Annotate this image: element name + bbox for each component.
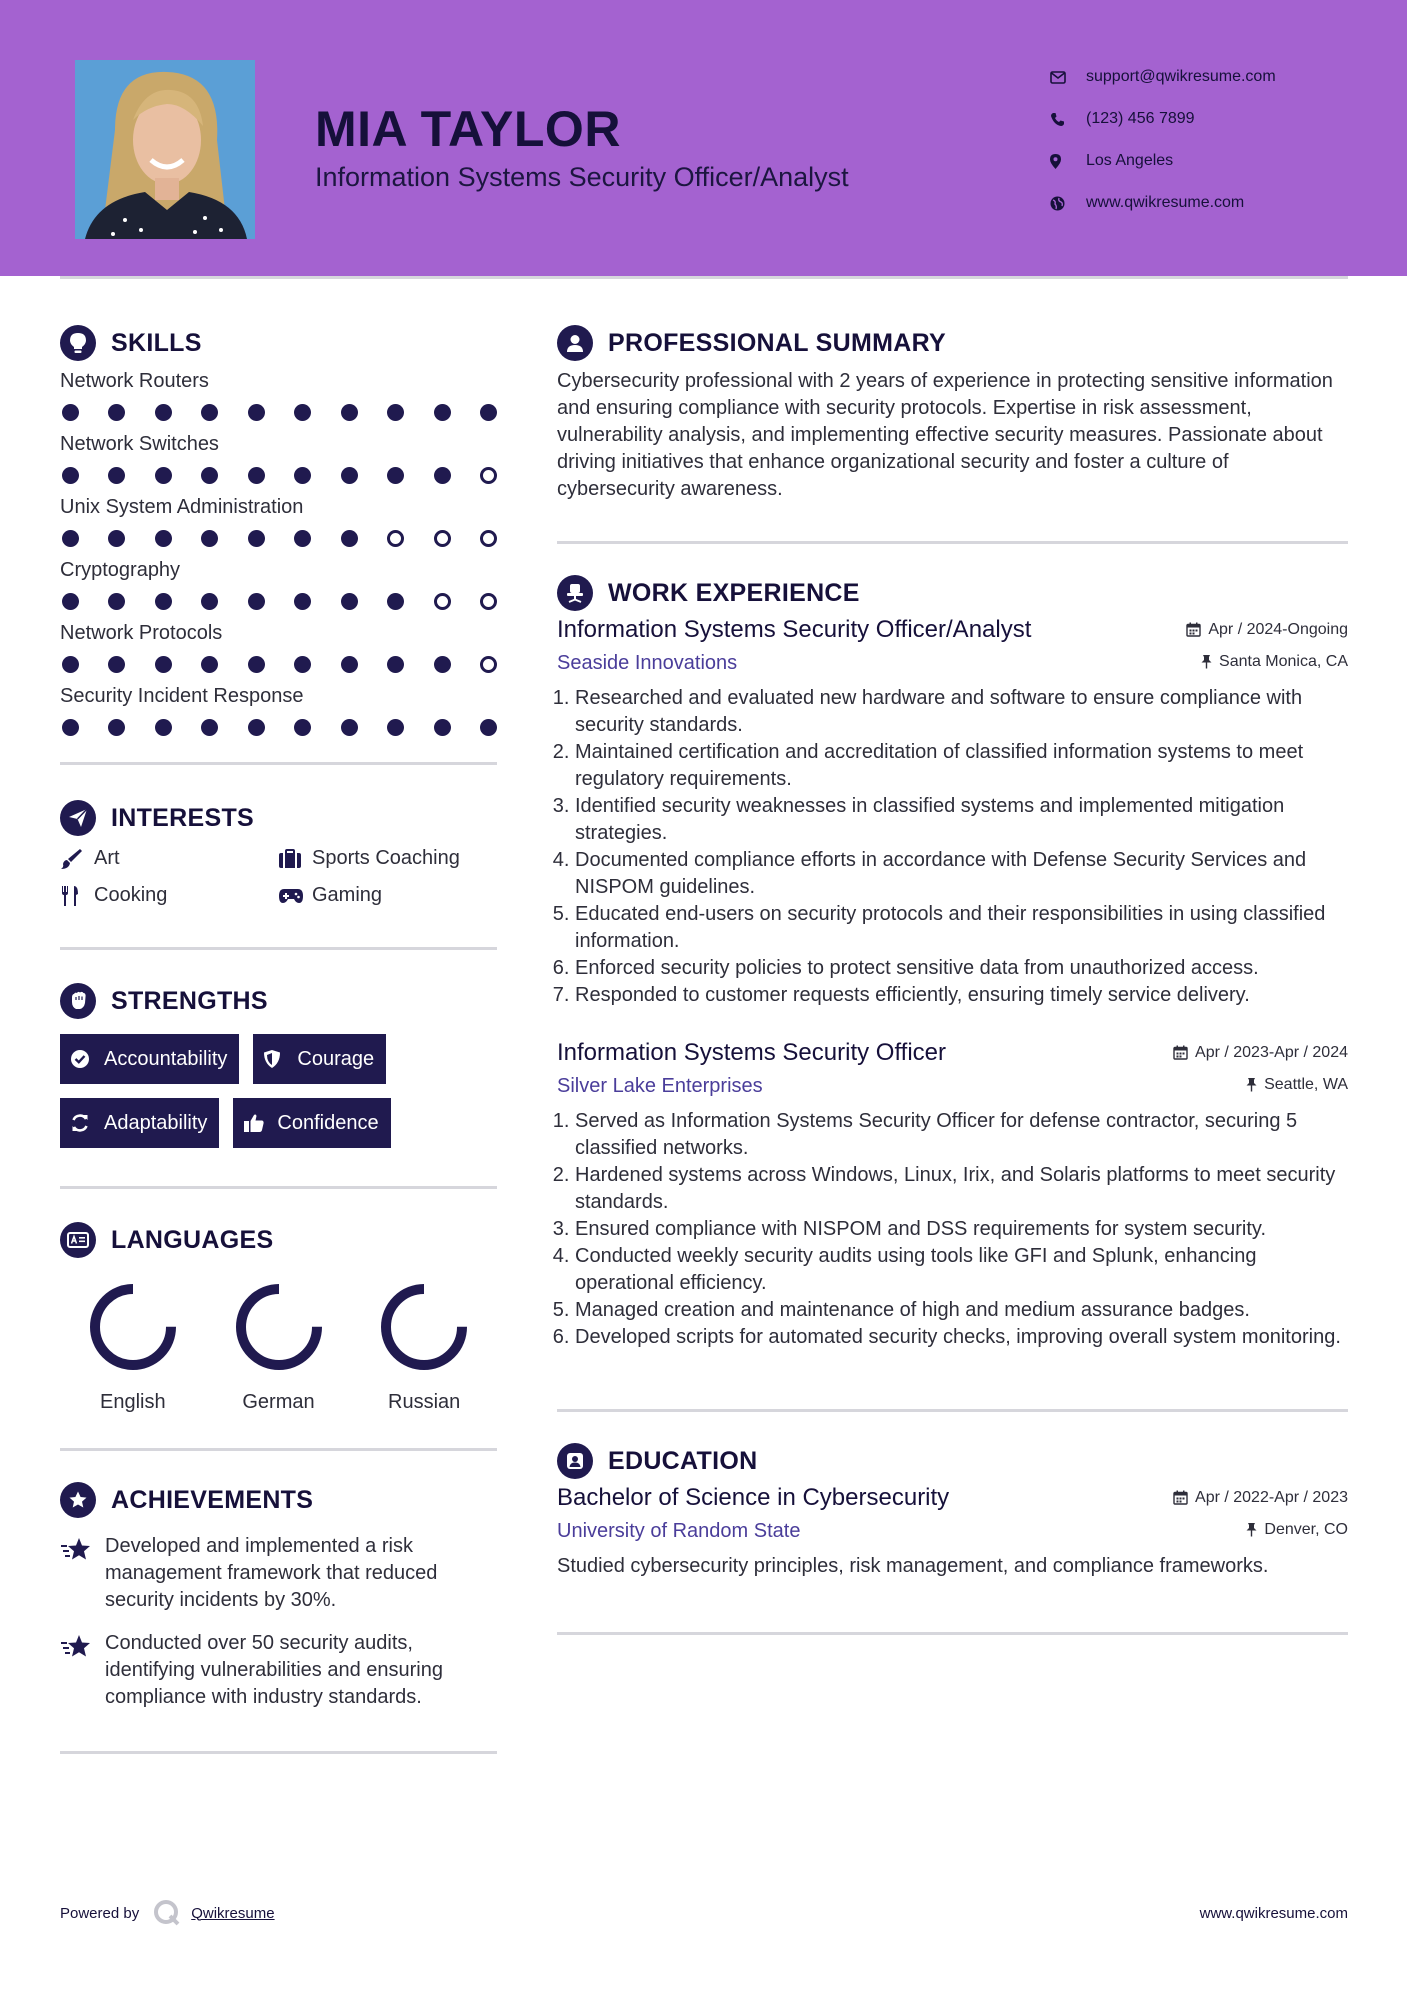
gamepad-icon: [278, 888, 312, 904]
language-level-ring: [378, 1281, 470, 1373]
skill-dot-filled: [62, 593, 79, 610]
duty-item: 5. Managed creation and maintenance of high and medium assurance badges.: [575, 1297, 1348, 1324]
skill-dot-filled: [155, 593, 172, 610]
user-icon: [557, 325, 593, 361]
language-item: [206, 1281, 352, 1414]
contact-website-text: www.qwikresume.com: [1086, 194, 1245, 211]
job-entry: [557, 616, 1348, 1009]
language-level-ring: [87, 1281, 179, 1373]
star-icon: [60, 1533, 105, 1614]
strength-tag: [233, 1098, 390, 1148]
duty-item: 4. Documented compliance efforts in accordance with Defense Security Services and NISPOM guidelines.: [575, 847, 1348, 901]
summary-section: [557, 322, 1348, 503]
interest-item: [278, 884, 496, 907]
education-title: EDUCATION: [608, 1446, 758, 1475]
school-name: University of Random State: [557, 1520, 801, 1542]
skill-dot-filled: [341, 530, 358, 547]
skill-dot-filled: [108, 404, 125, 421]
job-company-row: [557, 652, 1348, 675]
strength-tag: [60, 1034, 239, 1084]
graduate-icon: [557, 1443, 593, 1479]
skill-dot-empty: [480, 530, 497, 547]
interest-label: Gaming: [312, 884, 383, 906]
skill-dot-filled: [387, 719, 404, 736]
achievements-title: ACHIEVEMENTS: [111, 1485, 314, 1514]
skill-dot-filled: [62, 467, 79, 484]
strengths-header: [60, 980, 497, 1022]
skill-dot-empty: [387, 530, 404, 547]
powered-by: [60, 1899, 275, 1927]
job-dates-text: Apr / 2023-Apr / 2024: [1195, 1043, 1348, 1061]
skill-dot-filled: [434, 719, 451, 736]
skill-dot-filled: [434, 656, 451, 673]
experience-title: WORK EXPERIENCE: [608, 578, 860, 607]
contact-phone-text: (123) 456 7899: [1086, 110, 1195, 127]
skill-rating: [60, 656, 497, 673]
skill-dot-empty: [480, 467, 497, 484]
interest-label: Sports Coaching: [312, 847, 460, 869]
skill-dot-filled: [108, 467, 125, 484]
skill-dot-filled: [248, 404, 265, 421]
job-location-text: Santa Monica, CA: [1219, 652, 1348, 670]
languages-list: [60, 1281, 497, 1414]
education-school-row: [557, 1520, 1348, 1543]
duty-item: 3. Identified security weaknesses in classified systems and implemented mitigation strategies.: [575, 793, 1348, 847]
language-label: English: [100, 1391, 166, 1413]
skill-dot-filled: [480, 719, 497, 736]
skill-name: Unix System Administration: [60, 496, 304, 518]
job-entry: [557, 1039, 1348, 1351]
language-item: [351, 1281, 497, 1414]
interest-label: Cooking: [94, 884, 168, 906]
language-level-ring: [233, 1281, 325, 1373]
skill-dot-filled: [248, 656, 265, 673]
skill-dot-filled: [155, 656, 172, 673]
skill-dot-filled: [294, 404, 311, 421]
pushpin-icon: [1246, 1077, 1257, 1092]
skill-dot-empty: [480, 593, 497, 610]
strength-tag: [60, 1098, 219, 1148]
skill-dot-filled: [294, 467, 311, 484]
education-location-text: Denver, CO: [1264, 1520, 1348, 1538]
language-card-icon: [60, 1222, 96, 1258]
achievement-item: [60, 1533, 497, 1614]
interests-header: [60, 797, 497, 839]
strength-label: Accountability: [104, 1047, 228, 1070]
duty-item: 5. Educated end-users on security protocols and their responsibilities in using classified information.: [575, 901, 1348, 955]
duty-list: [557, 1108, 1348, 1351]
achievements-section: [60, 1479, 497, 1711]
contact-phone[interactable]: [1050, 98, 1380, 140]
contact-list: [1050, 56, 1380, 224]
skill-rating: [60, 404, 497, 421]
utensils-icon: [60, 885, 94, 907]
languages-title: LANGUAGES: [111, 1225, 274, 1254]
skill-name: Network Protocols: [60, 622, 223, 644]
skill-dot-filled: [341, 719, 358, 736]
skill-dot-filled: [480, 404, 497, 421]
skill-dot-filled: [62, 530, 79, 547]
skill-dot-filled: [155, 719, 172, 736]
footer-url[interactable]: www.qwikresume.com: [1199, 1904, 1348, 1922]
thumbs-up-icon: [243, 1113, 277, 1133]
skill-dot-filled: [201, 467, 218, 484]
skill-dot-empty: [434, 593, 451, 610]
section-divider: [60, 762, 497, 765]
duty-item: 1. Served as Information Systems Security Officer for defense contractor, securing 5 classified networks.: [575, 1108, 1348, 1162]
experience-section: [557, 572, 1348, 1351]
job-title: Information Systems Security Officer/Analyst: [557, 616, 1032, 643]
skill-rating: [60, 593, 497, 610]
strengths-title: STRENGTHS: [111, 986, 268, 1015]
skill-name: Network Switches: [60, 433, 219, 455]
interests-title: INTERESTS: [111, 803, 254, 832]
skill-dot-filled: [108, 530, 125, 547]
degree-name: Bachelor of Science in Cybersecurity: [557, 1484, 950, 1511]
contact-email[interactable]: [1050, 56, 1380, 98]
shield-icon: [263, 1049, 297, 1069]
job-dates: [1186, 621, 1348, 639]
resume-header: [0, 0, 1407, 276]
calendar-icon: [1173, 1490, 1188, 1505]
section-divider: [60, 1448, 497, 1451]
skill-dot-filled: [248, 719, 265, 736]
skill-name: Network Routers: [60, 370, 209, 392]
section-divider: [557, 1409, 1348, 1412]
duty-item: 2. Maintained certification and accreditation of classified information systems to meet regulatory requirements.: [575, 739, 1348, 793]
skill-rating: [60, 467, 497, 484]
skill-dot-filled: [155, 467, 172, 484]
phone-icon: [1050, 112, 1086, 127]
education-description: Studied cybersecurity principles, risk management, and compliance frameworks.: [557, 1555, 1269, 1577]
skill-dot-filled: [387, 593, 404, 610]
skill-dot-filled: [248, 530, 265, 547]
interests-section: [60, 797, 497, 907]
interests-list: [60, 847, 497, 907]
candidate-name: MIA TAYLOR: [315, 101, 621, 157]
powered-by-label: Powered by: [60, 1904, 140, 1922]
footer: [60, 1893, 1348, 1933]
duty-item: 6. Enforced security policies to protect sensitive data from unauthorized access.: [575, 955, 1348, 982]
qwikresume-link[interactable]: Qwikresume: [191, 1904, 275, 1922]
section-divider: [557, 541, 1348, 544]
duty-item: 3. Ensured compliance with NISPOM and DSS requirements for system security.: [575, 1216, 1348, 1243]
skill-dot-filled: [248, 593, 265, 610]
raised-fist-icon: [60, 983, 96, 1019]
location-pin-icon: [1050, 154, 1086, 169]
job-title: Information Systems Security Officer: [557, 1039, 947, 1066]
calendar-icon: [1186, 622, 1201, 637]
section-divider: [60, 947, 497, 950]
education-location: [1246, 1521, 1348, 1539]
section-divider: [60, 1751, 497, 1754]
skill-rating: [60, 719, 497, 736]
skill-dot-filled: [155, 404, 172, 421]
profile-photo: [75, 60, 255, 239]
interest-label: Art: [94, 847, 120, 869]
skill-dot-filled: [341, 656, 358, 673]
skill-dot-filled: [201, 593, 218, 610]
strength-tag: [253, 1034, 386, 1084]
language-label: German: [242, 1391, 315, 1413]
language-level-arc: [95, 1289, 171, 1365]
strength-label: Adaptability: [104, 1111, 208, 1134]
achievement-text: Developed and implemented a risk management framework that reduced security incidents by 30%.: [105, 1535, 438, 1611]
contact-email-text: support@qwikresume.com: [1086, 68, 1276, 85]
skill-dot-filled: [294, 719, 311, 736]
job-dates-text: Apr / 2024-Ongoing: [1208, 620, 1348, 638]
skill-dot-filled: [62, 656, 79, 673]
skill-dot-filled: [201, 656, 218, 673]
qwikresume-logo-icon: [153, 1899, 181, 1927]
job-location: [1246, 1076, 1348, 1094]
star-icon: [60, 1630, 105, 1711]
skill-dot-filled: [341, 593, 358, 610]
check-circle-icon: [70, 1049, 104, 1069]
language-level-arc: [386, 1289, 462, 1365]
skill-dot-filled: [341, 467, 358, 484]
right-column: [557, 322, 1348, 1635]
skill-dot-filled: [62, 404, 79, 421]
skill-dot-empty: [480, 656, 497, 673]
skill-dot-filled: [387, 656, 404, 673]
contact-location-text: Los Angeles: [1086, 152, 1174, 169]
achievements-header: [60, 1479, 497, 1521]
skill-dot-filled: [294, 656, 311, 673]
duty-item: 7. Responded to customer requests efficiently, ensuring timely service delivery.: [575, 982, 1348, 1009]
job-location-text: Seattle, WA: [1264, 1075, 1348, 1093]
achievement-item: [60, 1630, 497, 1711]
summary-text: Cybersecurity professional with 2 years of experience in protecting sensitive information and ensuring compliance with security protocols. Expertise in risk assessment, vulnerability analysis, and implementing effective security measures. Passionate about driving initiatives that enhance organizational security and foster a culture of cybersecurity awareness.: [557, 370, 1333, 500]
education-section: [557, 1440, 1348, 1580]
languages-section: [60, 1219, 497, 1414]
achievement-text: Conducted over 50 security audits, identifying vulnerabilities and ensuring compliance with industry standards.: [105, 1632, 443, 1708]
skill-dot-filled: [108, 593, 125, 610]
skill-dot-filled: [108, 656, 125, 673]
language-label: Russian: [388, 1391, 461, 1413]
star-badge-icon: [60, 1482, 96, 1518]
languages-header: [60, 1219, 497, 1261]
skill-dot-filled: [62, 719, 79, 736]
paper-plane-icon: [60, 800, 96, 836]
candidate-title: Information Systems Security Officer/Analyst: [315, 162, 849, 192]
duty-item: 4. Conducted weekly security audits using tools like GFI and Splunk, enhancing operational efficiency.: [575, 1243, 1348, 1297]
strengths-section: [60, 980, 497, 1148]
pushpin-icon: [1246, 1522, 1257, 1537]
header-divider: [60, 276, 1348, 279]
lightbulb-icon: [60, 325, 96, 361]
summary-header: [557, 322, 1348, 364]
language-item: [60, 1281, 206, 1414]
skills-list: [60, 370, 497, 736]
envelope-icon: [1050, 71, 1086, 84]
duty-item: 6. Developed scripts for automated security checks, improving overall system monitoring.: [575, 1324, 1348, 1351]
skill-dot-empty: [434, 530, 451, 547]
language-level-arc: [241, 1289, 317, 1365]
skill-dot-filled: [387, 467, 404, 484]
skills-header: [60, 322, 497, 364]
summary-title: PROFESSIONAL SUMMARY: [608, 328, 946, 357]
job-company-row: [557, 1075, 1348, 1098]
skill-dot-filled: [387, 404, 404, 421]
skill-dot-filled: [155, 530, 172, 547]
left-column: [60, 322, 497, 1754]
strength-label: Confidence: [277, 1111, 379, 1134]
job-dates: [1173, 1044, 1348, 1062]
job-title-row: [557, 616, 1348, 644]
education-degree-row: [557, 1484, 1348, 1512]
interest-item: [60, 847, 278, 870]
strength-label: Courage: [297, 1047, 375, 1070]
education-header: [557, 1440, 1348, 1482]
skill-name: Cryptography: [60, 559, 181, 581]
skill-dot-filled: [294, 593, 311, 610]
pushpin-icon: [1201, 654, 1212, 669]
duty-item: 2. Hardened systems across Windows, Linux, Irix, and Solaris platforms to meet security standards.: [575, 1162, 1348, 1216]
job-title-row: [557, 1039, 1348, 1067]
skills-title: SKILLS: [111, 328, 202, 357]
section-divider: [557, 1632, 1348, 1635]
skills-section: [60, 322, 497, 736]
strengths-list: [60, 1034, 497, 1148]
education-dates-text: Apr / 2022-Apr / 2023: [1195, 1488, 1348, 1506]
duty-list: [557, 685, 1348, 1009]
skill-dot-filled: [108, 719, 125, 736]
skill-name: Security Incident Response: [60, 685, 304, 707]
interest-item: [60, 884, 278, 907]
interest-item: [278, 847, 496, 870]
company-name: Seaside Innovations: [557, 652, 738, 674]
globe-icon: [1050, 196, 1086, 211]
sync-icon: [70, 1113, 104, 1133]
education-dates: [1173, 1489, 1348, 1507]
job-location: [1201, 653, 1348, 671]
skill-dot-filled: [434, 404, 451, 421]
skill-dot-filled: [341, 404, 358, 421]
skill-dot-filled: [201, 530, 218, 547]
company-name: Silver Lake Enterprises: [557, 1075, 763, 1097]
paintbrush-icon: [60, 848, 94, 870]
calendar-icon: [1173, 1045, 1188, 1060]
contact-location: [1050, 140, 1380, 182]
skill-dot-filled: [294, 530, 311, 547]
skill-rating: [60, 530, 497, 547]
skill-dot-filled: [201, 719, 218, 736]
briefcase-icon: [278, 849, 312, 869]
section-divider: [60, 1186, 497, 1189]
skill-dot-filled: [201, 404, 218, 421]
experience-header: [557, 572, 1348, 614]
office-chair-icon: [557, 575, 593, 611]
skill-dot-filled: [434, 467, 451, 484]
skill-dot-filled: [248, 467, 265, 484]
contact-website[interactable]: [1050, 182, 1380, 224]
duty-item: 1. Researched and evaluated new hardware and software to ensure compliance with security standards.: [575, 685, 1348, 739]
